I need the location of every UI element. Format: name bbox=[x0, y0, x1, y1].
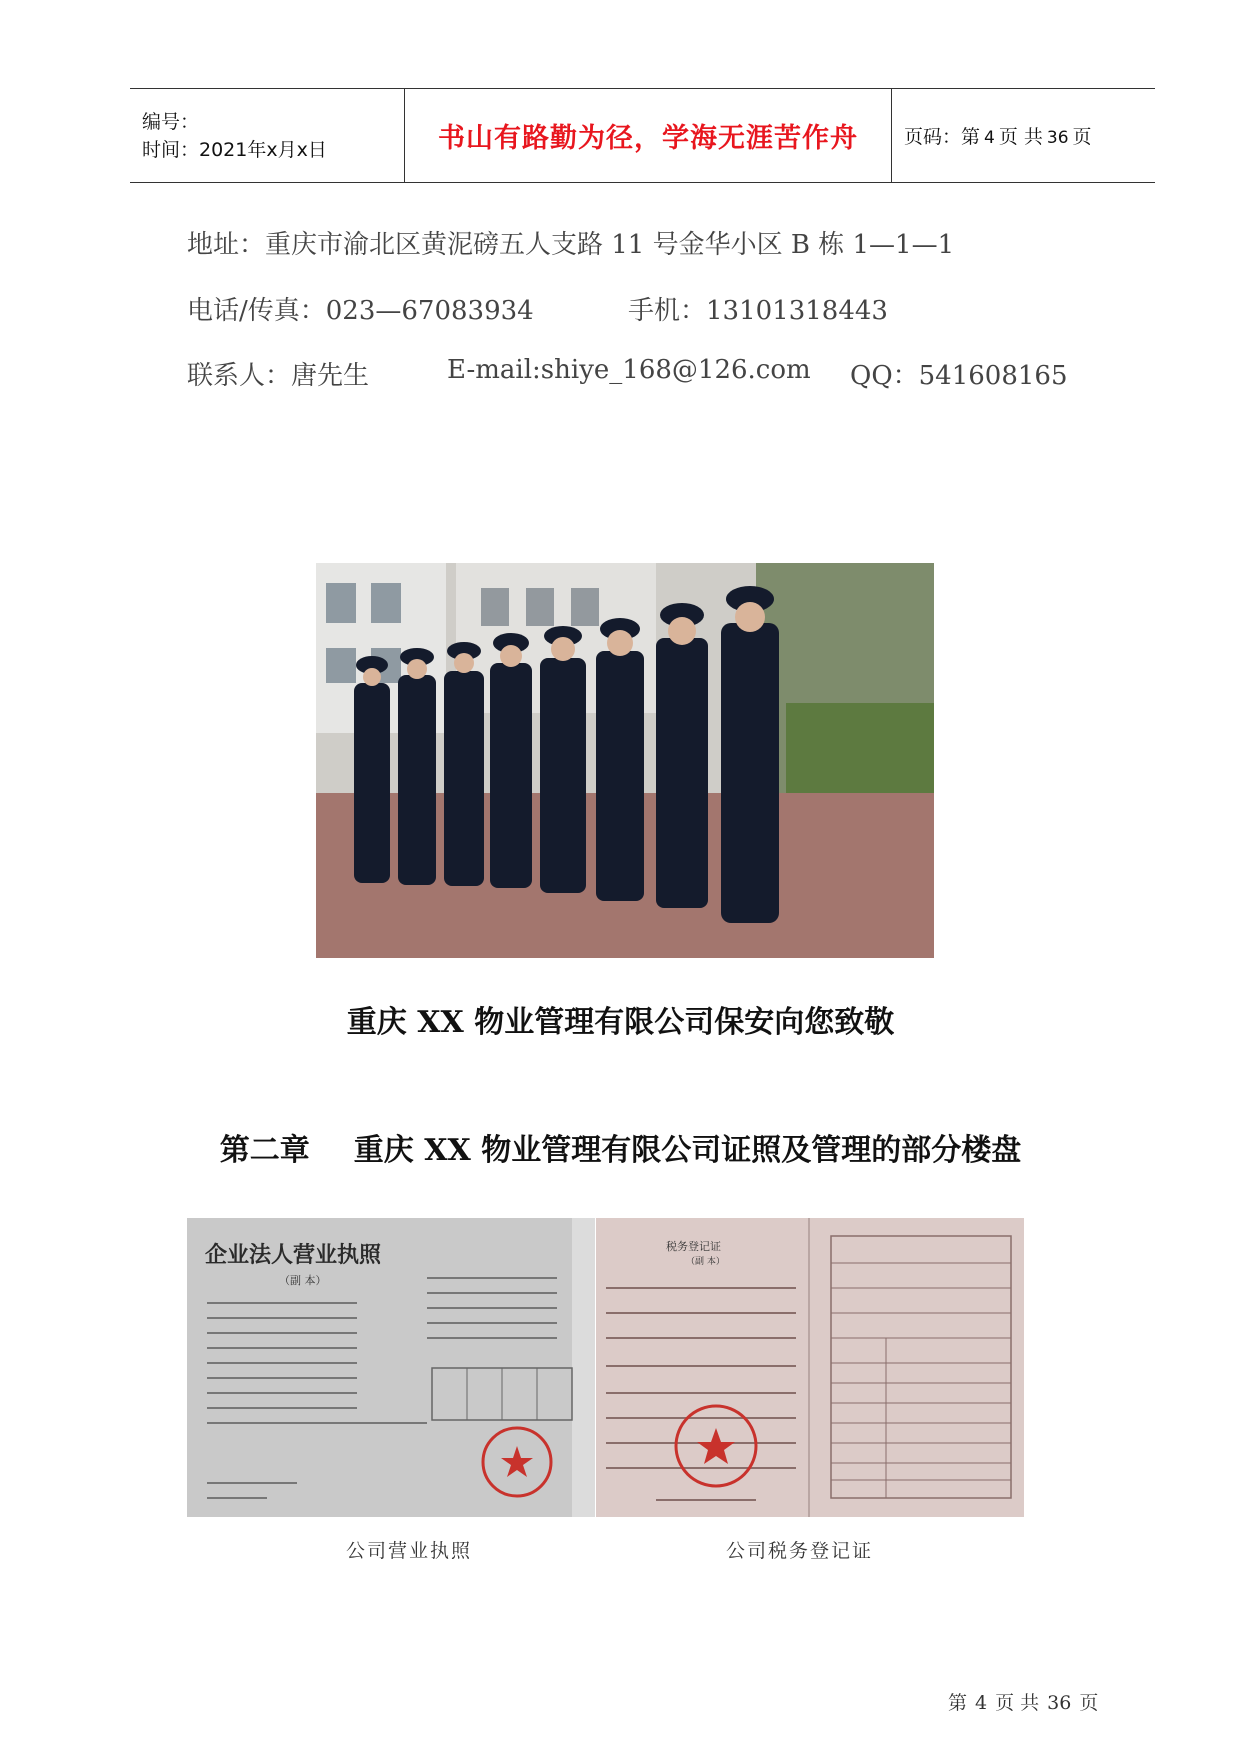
header-motto-cell bbox=[404, 89, 892, 182]
header-meta bbox=[130, 89, 404, 182]
page-mid: 页 共 bbox=[998, 126, 1043, 148]
page-current: 4 bbox=[984, 128, 995, 148]
phone-fax: 电话/传真：023—67083934 bbox=[187, 296, 534, 326]
mobile: 手机：13101318443 bbox=[628, 296, 888, 326]
footer-total: 36 bbox=[1047, 1692, 1072, 1714]
header-page-number bbox=[892, 89, 1155, 182]
time-label: 时间：2021年x月x日 bbox=[142, 138, 327, 161]
page-header bbox=[130, 88, 1155, 183]
chapter-title bbox=[0, 1125, 1241, 1169]
footer-suffix: 页 bbox=[1079, 1692, 1099, 1714]
photo-caption: 重庆 XX 物业管理有限公司保安向您致敬 bbox=[346, 1005, 895, 1040]
security-guards-illustration bbox=[316, 563, 934, 958]
footer-current: 4 bbox=[975, 1692, 988, 1714]
license-caption: 公司营业执照 bbox=[346, 1540, 473, 1562]
license-heading: 企业法人营业执照 bbox=[205, 1243, 382, 1268]
license-sub: （副 本） bbox=[279, 1274, 327, 1287]
contact-person: 联系人：唐先生 bbox=[187, 361, 370, 391]
business-license-image bbox=[187, 1218, 595, 1517]
footer-mid: 页 共 bbox=[995, 1692, 1040, 1714]
business-license-illustration bbox=[187, 1218, 595, 1517]
number-label: 编号： bbox=[142, 110, 200, 133]
chapter-heading: 重庆 XX 物业管理有限公司证照及管理的部分楼盘 bbox=[353, 1133, 1022, 1168]
page-prefix: 页码：第 bbox=[904, 126, 981, 148]
page-suffix: 页 bbox=[1072, 126, 1092, 148]
chapter-number: 第二章 bbox=[219, 1133, 310, 1168]
tax-registration-illustration bbox=[596, 1218, 1024, 1517]
email-link[interactable]: E-mail:shiye_168@126.com bbox=[447, 355, 811, 385]
footer-page-number bbox=[948, 1688, 1098, 1715]
page-total: 36 bbox=[1046, 128, 1069, 148]
address-line: 地址：重庆市渝北区黄泥磅五人支路 11 号金华小区 B 栋 1—1—1 bbox=[187, 230, 955, 260]
tax-registration-image bbox=[596, 1218, 1024, 1517]
qq-number: QQ：541608165 bbox=[850, 361, 1068, 391]
security-guards-photo bbox=[316, 563, 934, 958]
motto: 书山有路勤为径，学海无涯苦作舟 bbox=[438, 123, 858, 154]
tax-heading: 税务登记证 bbox=[666, 1240, 721, 1253]
tax-caption: 公司税务登记证 bbox=[726, 1540, 874, 1562]
tax-sub: （副 本） bbox=[686, 1257, 725, 1267]
footer-prefix: 第 bbox=[948, 1692, 968, 1714]
